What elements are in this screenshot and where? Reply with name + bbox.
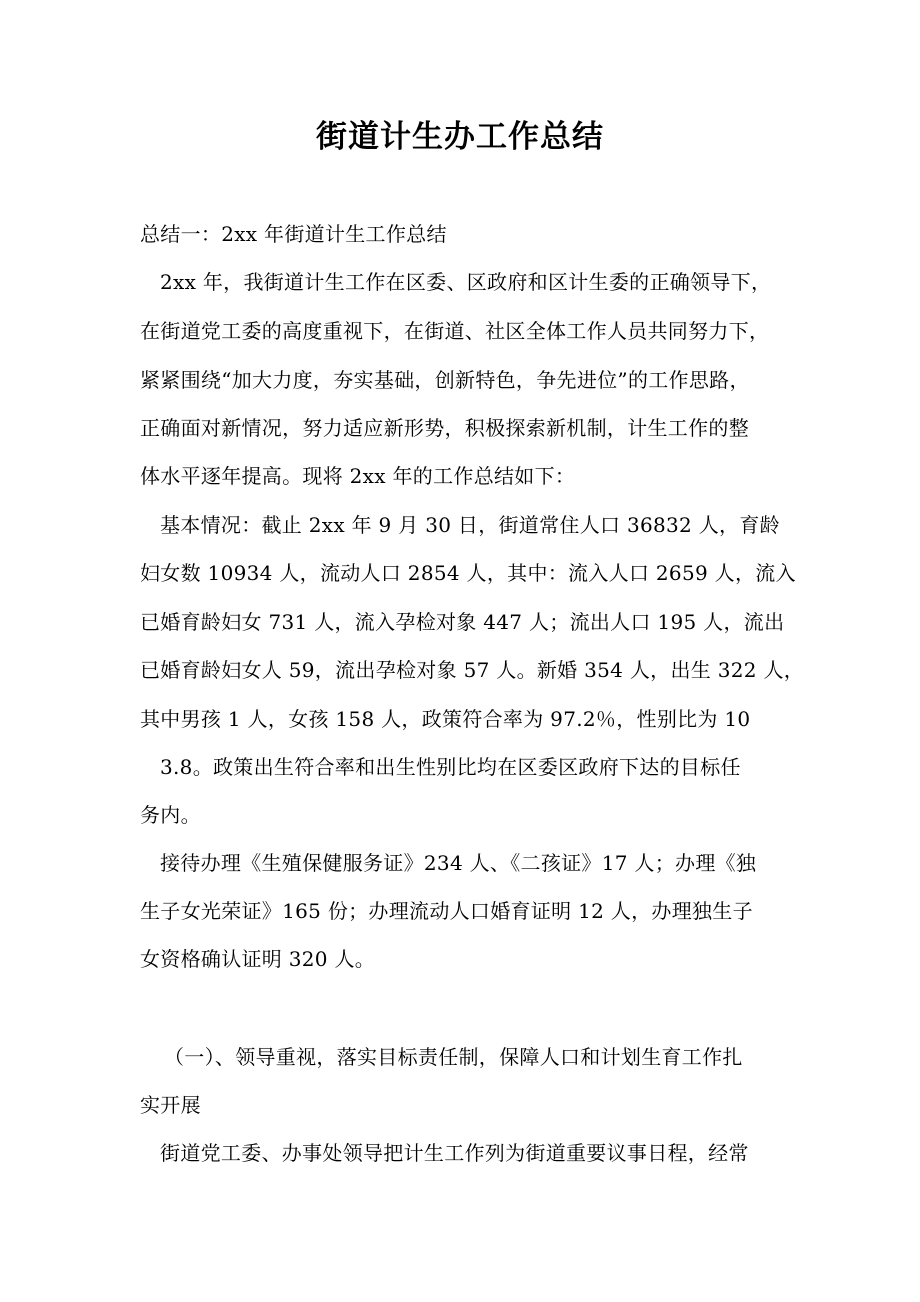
section-heading-line: 实开展 (140, 1093, 201, 1117)
paragraph-line: 在街道党工委的高度重视下，在街道、社区全体工作人员共同努力下， (140, 319, 770, 343)
paragraph-line: 务内。 (140, 803, 201, 827)
paragraph-line: 接待办理《生殖保健服务证》234 人、《二孩证》17 人；办理《独 (160, 851, 757, 875)
section-heading-line: （一）、领导重视，落实目标责任制，保障人口和计划生育工作扎 (164, 1045, 743, 1069)
paragraph-line: 体水平逐年提高。现将 2xx 年的工作总结如下： (140, 464, 576, 488)
paragraph-line: 女资格确认证明 320 人。 (140, 947, 376, 971)
paragraph-line: 正确面对新情况，努力适应新形势，积极探索新机制，计生工作的整 (140, 416, 749, 440)
paragraph-line: 街道党工委、办事处领导把计生工作列为街道重要议事日程，经常 (160, 1141, 749, 1165)
paragraph-line: 其中男孩 1 人，女孩 158 人，政策符合率为 97.2％，性别比为 10 (140, 707, 751, 731)
paragraph-line: 紧紧围绕“加大力度，夯实基础，创新特色，争先进位”的工作思路， (140, 368, 750, 392)
paragraph-line: 基本情况：截止 2xx 年 9 月 30 日，街道常住人口 36832 人，育龄 (160, 513, 780, 537)
section-heading-summary-one: 总结一：2xx 年街道计生工作总结 (140, 222, 447, 246)
paragraph-line: 妇女数 10934 人，流动人口 2854 人，其中：流入人口 2659 人，流入 (140, 561, 796, 585)
paragraph-line: 3.8。政策出生符合率和出生性别比均在区委区政府下达的目标任 (160, 755, 741, 779)
paragraph-line: 生子女光荣证》165 份；办理流动人口婚育证明 12 人，办理独生子 (140, 899, 753, 923)
paragraph-line: 已婚育龄妇女 731 人，流入孕检对象 447 人；流出人口 195 人，流出 (140, 610, 785, 634)
document-title: 街道计生办工作总结 (316, 119, 604, 155)
paragraph-line: 2xx 年，我街道计生工作在区委、区政府和区计生委的正确领导下， (160, 270, 772, 294)
paragraph-line: 已婚育龄妇女人 59，流出孕检对象 57 人。新婚 354 人，出生 322 人， (140, 658, 805, 682)
